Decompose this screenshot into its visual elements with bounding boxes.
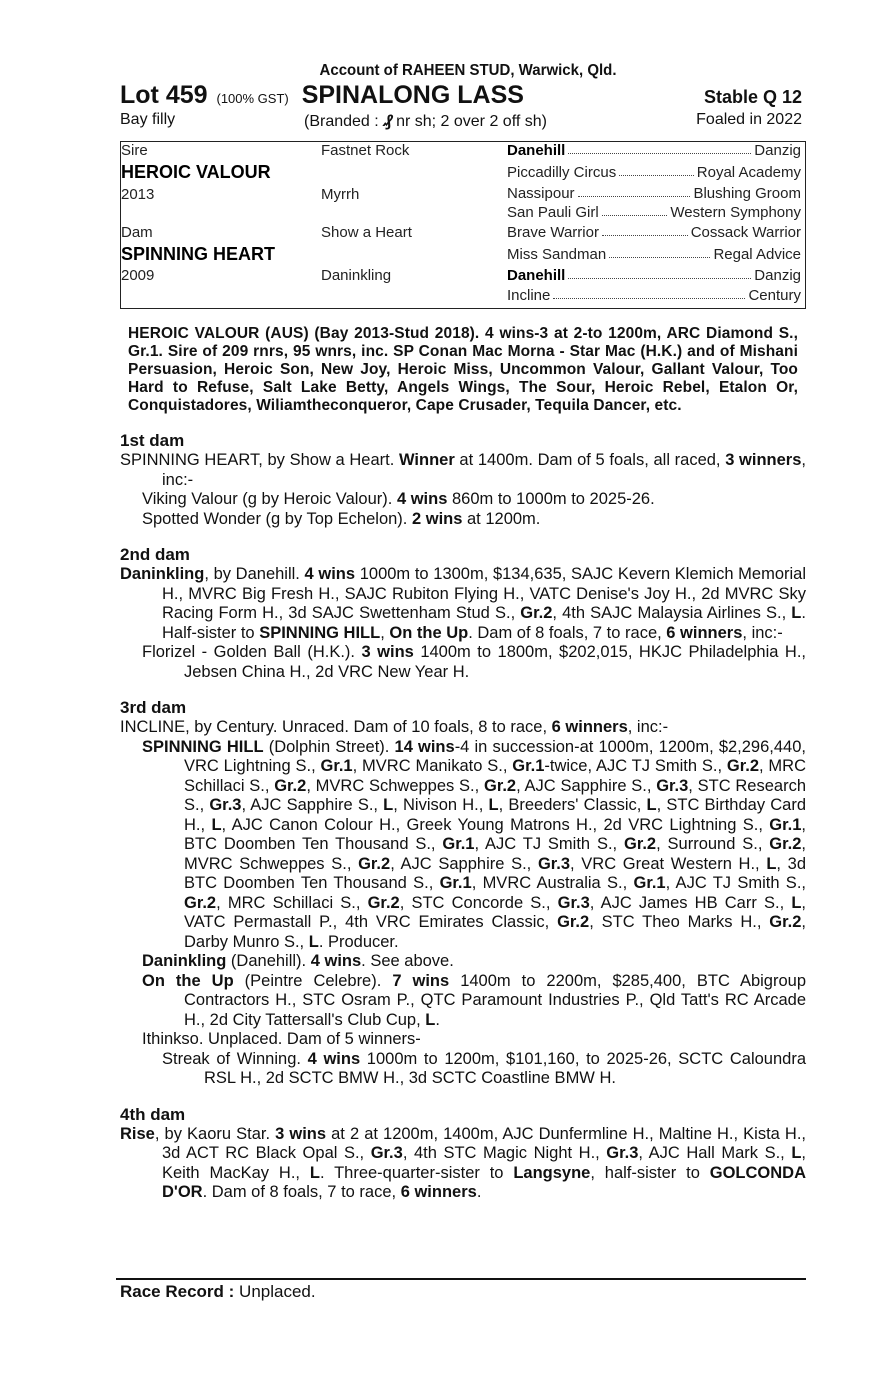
catalogue-page — [120, 62, 806, 1203]
third-dam-section — [120, 698, 806, 1089]
dam-name: SPINNING HEART — [121, 244, 276, 264]
section-heading: 1st dam — [120, 431, 185, 450]
progeny-paragraph: Daninkling (Danehill). 4 wins. See above. — [142, 952, 454, 970]
dam-paragraph: INCLINE, by Century. Unraced. Dam of 10 foals, 8 to race, 6 winners, inc:- — [120, 718, 669, 736]
sire-summary — [128, 325, 798, 415]
pedigree-line: San Pauli Girl Western Symphony — [507, 204, 801, 221]
progeny-paragraph: SPINNING HILL (Dolphin Street). 14 wins-4 in succession-at 1000m, 1200m, $2,296,440, VRC Lightning S., Gr.1, MVRC Manikato S., Gr.1-twice, AJC TJ Smith S., Gr.2, MRC Schillaci S., Gr.2, MVRC Schweppes S., Gr.2, AJC Sapphire S., Gr.3, STC Research S., Gr.3, AJC Sapphire S., L, Nivison H., L, Breeders' Classic, L, STC Birthday Card H., L, AJC Canon Colour H., Greek Young Matrons H., 2d VRC Lightning S., Gr.1, BTC Doomben Ten Thousand S., Gr.1, AJC TJ Smith S., Gr.2, Surround S., Gr.2, MVRC Schweppes S., Gr.2, AJC Sapphire S., Gr.3, VRC Great Western H., L, 3d BTC Doomben Ten Thousand S., Gr.1, MVRC Australia S., Gr.1, AJC TJ Smith S., Gr.2, MRC Schillaci S., Gr.2, STC Concorde S., Gr.3, AJC James HB Carr S., L, VATC Permastall P., 4th VRC Emirates Classic, Gr.2, STC Theo Marks H., Gr.2, Darby Munro S., L. Producer. — [142, 737, 807, 951]
horse-name: SPINALONG LASS — [301, 81, 524, 109]
sire-name: HEROIC VALOUR — [121, 162, 271, 182]
section-heading: 2nd dam — [120, 545, 190, 564]
section-heading: 3rd dam — [120, 698, 187, 717]
race-record-divider — [116, 1278, 806, 1280]
lot-subheader — [120, 111, 806, 135]
pedigree-line: Brave Warrior Cossack Warrior — [507, 224, 801, 241]
race-record-label: Race Record : — [120, 1282, 235, 1301]
gst-note: (100% GST) — [216, 91, 289, 106]
first-dam-section — [120, 431, 806, 529]
progeny-paragraph: Viking Valour (g by Heroic Valour). 4 wins 860m to 1000m to 2025-26. — [142, 490, 655, 508]
lot-title — [120, 81, 524, 110]
sire-dam: Myrrh — [321, 186, 360, 203]
dam-paragraph: SPINNING HEART, by Show a Heart. Winner at 1400m. Dam of 5 foals, all raced, 3 winners, inc:- — [120, 451, 806, 489]
pedigree-table — [120, 141, 806, 309]
lot-number: Lot 459 — [120, 81, 208, 109]
pedigree-line: Danehill Danzig — [507, 142, 801, 159]
dam-paragraph: Daninkling, by Danehill. 4 wins 1000m to 1300m, $134,635, SAJC Kevern Klemich Memorial H., MVRC Big Fresh H., SAJC Rubiton Flying H., VATC Denise's Joy H., 2d MVRC Sky Racing Form H., 3d SAJC Swettenham Stud S., Gr.2, 4th SAJC Malaysia Airlines S., L. Half-sister to SPINNING HILL, On the Up. Dam of 8 foals, 7 to race, 6 winners, inc:- — [120, 565, 806, 642]
dam-label: Dam — [121, 224, 153, 241]
grand-progeny-paragraph: Streak of Winning. 4 wins 1000m to 1200m, $101,160, to 2025-26, SCTC Caloundra RSL H., 2d SCTC BMW H., 3d SCTC Coastline BMW H. — [162, 1049, 806, 1087]
brand-prefix: (Branded : — [304, 113, 384, 130]
second-dam-section — [120, 545, 806, 682]
progeny-paragraph: On the Up (Peintre Celebre). 7 wins 1400m to 2200m, $285,400, BTC Abigroup Contractors H., STC Osram P., QTC Paramount Industries P., Qld Tatt's RC Arcade H., 2d City Tattersall's Club Cup, L. — [142, 971, 807, 1029]
brand-suffix: nr sh; 2 over 2 off sh) — [391, 113, 547, 130]
progeny-paragraph: Ithinkso. Unplaced. Dam of 5 winners- — [142, 1030, 421, 1048]
brand-description — [304, 111, 547, 131]
progeny-paragraph: Spotted Wonder (g by Top Echelon). 2 wins at 1200m. — [142, 509, 541, 528]
pedigree-line: Incline Century — [507, 287, 801, 304]
dam-year: 2009 — [121, 267, 155, 284]
dam-sire: Show a Heart — [321, 224, 412, 241]
dam-paragraph: Rise, by Kaoru Star. 3 wins at 2 at 1200m, 1400m, AJC Dunfermline H., Maltine H., Kista H., 3d ACT RC Black Opal S., Gr.3, 4th STC Magic Night H., Gr.3, AJC Hall Mark S., L, Keith MacKay H., L. Three-quarter-sister to Langsyne, half-sister to GOLCONDA D'OR. Dam of 8 foals, 7 to race, 6 winners. — [120, 1124, 806, 1201]
dam-dam: Daninkling — [321, 267, 392, 284]
pedigree-line: Danehill Danzig — [507, 267, 801, 284]
vendor-account: Account of RAHEEN STUD, Warwick, Qld. — [319, 61, 617, 80]
foaled-year: Foaled in 2022 — [696, 111, 802, 128]
section-heading: 4th dam — [120, 1104, 186, 1124]
horse-sex: Bay filly — [120, 111, 176, 128]
race-record — [120, 1282, 316, 1302]
sire-summary-text: HEROIC VALOUR (AUS) (Bay 2013-Stud 2018). 4 wins-3 at 2-to 1200m, ARC Diamond S., Gr.1. Sire of 209 rnrs, 95 wnrs, inc. SP Conan Mac Morna - Star Mac (H.K.) and of Mishani Persuasion, Heroic Son, New Joy, Heroic Miss, Uncommon Valour, Gallant Valour, Too Hard to Refuse, Salt Lake Betty, Angels Wings, The Sour, Heroic Rebel, Etalon Or, Conquistadores, Wiliamtheconqueror, Cape Crusader, Tequila Dancer, etc. — [128, 325, 798, 414]
fourth-dam-section — [120, 1105, 806, 1203]
pedigree-line: Miss Sandman Regal Advice — [507, 246, 801, 263]
progeny-paragraph: Florizel - Golden Ball (H.K.). 3 wins 1400m to 1800m, $202,015, HKJC Philadelphia H., Jebsen China H., 2d VRC New Year H. — [142, 643, 806, 681]
lot-header — [120, 81, 806, 111]
sire-year: 2013 — [121, 186, 155, 203]
sire-label: Sire — [121, 142, 148, 159]
pedigree-line: Piccadilly Circus Royal Academy — [507, 164, 801, 181]
sire-sire: Fastnet Rock — [321, 142, 410, 159]
race-record-value: Unplaced. — [234, 1282, 316, 1301]
stable-location: Stable Q 12 — [703, 87, 802, 107]
brand-mark-icon: ₰ — [383, 111, 392, 130]
pedigree-line: Nassipour Blushing Groom — [507, 185, 801, 202]
